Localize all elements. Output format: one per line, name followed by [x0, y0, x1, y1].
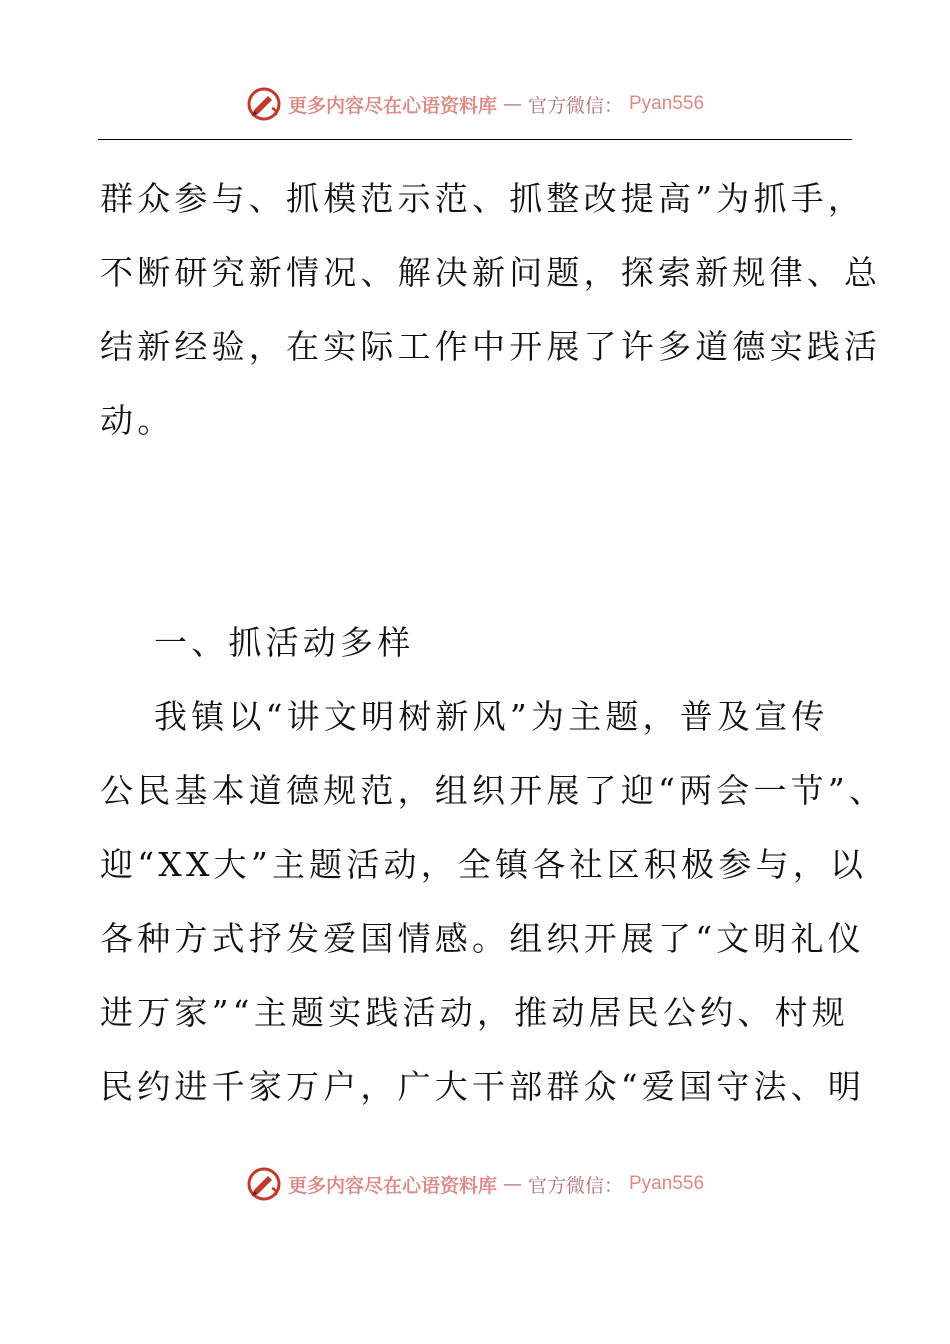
text-line: 结新经验，在实际工作中开展了许多道德实践活: [100, 327, 882, 366]
text-line: 我镇以“讲文明树新风”为主题，普及宣传: [154, 697, 829, 736]
banner-dash: —: [502, 93, 522, 115]
text-line: 公民基本道德规范，组织开展了迎“两会一节”、: [100, 771, 887, 810]
banner-dash: —: [502, 1173, 522, 1195]
text-line: 民约进千家万户，广大干部群众“爱国守法、明: [100, 1067, 866, 1106]
banner-main-text: 更多内容尽在心语资料库: [287, 94, 497, 117]
banner-main-text: 更多内容尽在心语资料库: [287, 1174, 497, 1197]
paragraph-intro: [100, 162, 882, 458]
banner-sub-text: 官方微信：: [527, 94, 623, 117]
header-divider: [98, 139, 852, 140]
page-header-banner: [0, 82, 950, 126]
text-line: 各种方式抒发爱国情感。组织开展了“文明礼仪: [100, 919, 866, 958]
section-heading: 一、抓活动多样: [154, 623, 415, 662]
text-line: 不断研究新情况、解决新问题，探索新规律、总: [100, 253, 882, 292]
text-line: 进万家”“主题实践活动，推动居民公约、村规: [100, 993, 849, 1032]
text-line: 群众参与、抓模范示范、抓整改提高”为抓手，: [100, 179, 866, 218]
section-activities: [100, 606, 887, 1124]
page-footer-banner: [0, 1162, 950, 1206]
banner-sub-text: 官方微信：: [527, 1174, 623, 1197]
text-line: 迎“XX大”主题活动，全镇各社区积极参与，以: [100, 845, 868, 884]
banner-wechat-id: Pyan556: [629, 93, 705, 114]
pen-logo-icon: [246, 86, 282, 122]
text-line: 动。: [100, 401, 175, 440]
banner-wechat-id: Pyan556: [629, 1173, 705, 1194]
pen-logo-icon: [246, 1166, 282, 1202]
